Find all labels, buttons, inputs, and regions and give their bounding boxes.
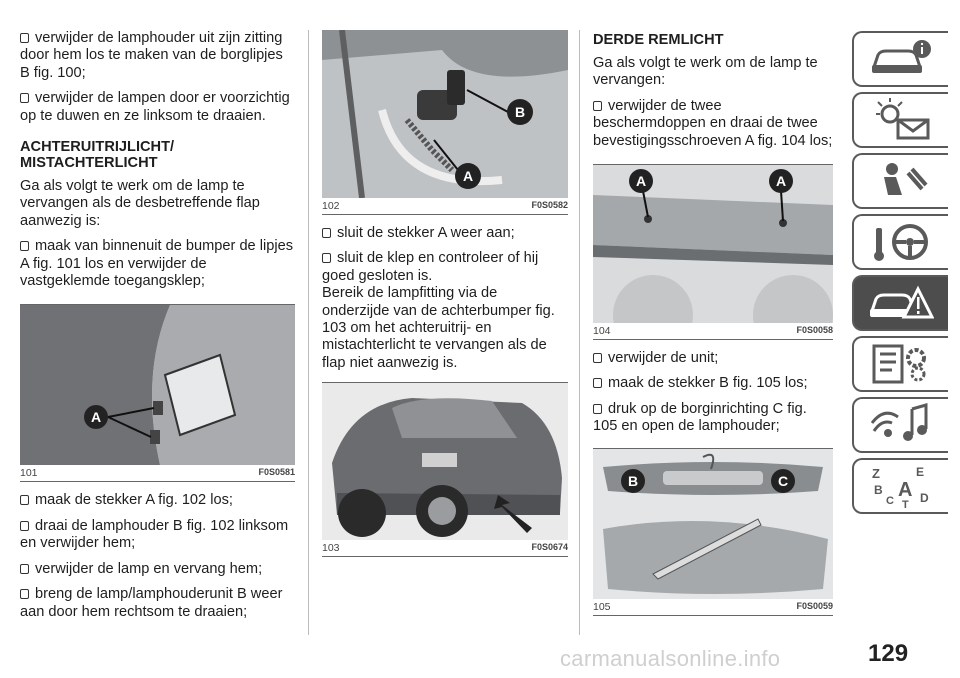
callout-a: A [90,409,102,426]
instruction-text: sluit de klep en controleer of hij goed gesloten is. [322,250,539,284]
figure-102 [322,30,568,198]
svg-text:C: C [886,495,894,507]
figure-103-illustration [322,383,568,540]
checkbox-bullet-icon [20,521,29,531]
tab-warning-lights[interactable] [852,92,948,148]
figure-105 [593,448,833,599]
checkbox-bullet-icon [20,589,29,599]
callout-b: B [627,472,639,489]
page-number: 129 [868,640,909,667]
figure-103 [322,382,568,540]
chapter-tabs [852,31,948,519]
multimedia-icon [868,403,934,447]
callout-a: A [462,168,474,184]
tab-maintenance[interactable] [852,336,948,392]
column-divider [308,30,309,635]
instruction-text: sluit de stekker A weer aan; [337,225,515,241]
column-2 [322,30,568,567]
svg-text:A: A [898,479,913,501]
instruction-text: maak de stekker A fig. 102 los; [35,492,233,509]
tab-index[interactable] [852,458,948,514]
section-heading: ACHTERUITRIJLICHT/ MISTACHTERLICHT [20,139,175,172]
figure-101-caption: 101 F0S0581 [20,465,295,482]
tab-emergency[interactable] [852,275,948,331]
tab-car-info[interactable] [852,31,948,87]
instruction-text: verwijder de lamp en vervang hem; [35,560,263,577]
svg-text:T: T [902,499,909,508]
checkbox-bullet-icon [322,253,331,263]
instruction-text: breng de lamp/lamphouderunit B weer aan door hem rechtsom te draaien; [20,586,283,620]
index-icon [868,464,934,508]
callout-c: C [777,472,789,489]
checkbox-bullet-icon [593,101,602,111]
column-3 [593,30,833,626]
checkbox-bullet-icon [20,241,29,251]
tab-multimedia[interactable] [852,397,948,453]
callout-a: A [775,173,787,190]
checkbox-bullet-icon [593,353,602,363]
figure-105-caption: 105 F0S0059 [593,599,833,616]
seat-airbag-icon [868,159,934,203]
checkbox-bullet-icon [20,495,29,505]
steering-key-icon [868,220,934,264]
svg-text:D: D [920,491,929,505]
figure-101 [20,304,295,465]
maintenance-icon [868,342,934,386]
instruction-text: maak van binnenuit de bumper de lipjes A fig. 101 los en verwijder de vastgeklemde toegangsklep; [20,238,293,290]
column-1 [20,30,295,629]
instruction-text: maak de stekker B fig. 105 los; [608,375,808,392]
svg-text:Z: Z [872,466,880,481]
tab-starting-driving[interactable] [852,214,948,270]
instruction-text: verwijder de unit; [608,350,719,367]
section-intro: Ga als volgt te werk om de lamp te vervangen als de desbetreffende flap aanwezig is: [20,178,260,229]
instruction-text: verwijder de twee beschermdoppen en draai de twee bevestigingsschroeven A fig. 104 los; [593,97,833,149]
warning-lights-icon [868,98,934,142]
section-heading: DERDE REMLICHT [593,32,724,48]
checkbox-bullet-icon [322,228,331,238]
instruction-text: verwijder de lampen door er voorzichtig op te duwen en ze linksom te draaien. [20,90,290,124]
watermark: carmanualsonline.info [560,646,781,671]
checkbox-bullet-icon [20,564,29,574]
figure-103-caption: 103 F0S0674 [322,540,568,557]
instruction-text: druk op de borginrichting C fig. 105 en open de lamphouder; [593,400,807,435]
instruction-text: draai de lamphouder B fig. 102 linksom en verwijder hem; [20,517,289,552]
section-intro: Ga als volgt te werk om de lamp te vervangen: [593,55,818,89]
figure-105-illustration [593,449,833,599]
instruction-text: verwijder de lamphouder uit zijn zitting door hem los te maken van de borglipjes B fig. 100; [20,30,283,81]
figure-102-illustration [322,30,568,198]
figure-104-illustration [593,165,833,323]
checkbox-bullet-icon [593,378,602,388]
figure-102-caption: 102 F0S0582 [322,198,568,215]
callout-b: B [514,104,526,120]
tab-safety[interactable] [852,153,948,209]
paragraph: Bereik de lampfitting via de onderzijde van de achterbumper fig. 103 om het achteruitrij- en mistachterlicht te vervangen als de flap niet aanwezig is. [322,285,555,371]
breakdown-icon [868,281,934,325]
checkbox-bullet-icon [20,33,29,43]
callout-a: A [635,173,647,190]
checkbox-bullet-icon [20,93,29,103]
column-divider [579,30,580,635]
svg-text:E: E [916,465,925,479]
svg-text:B: B [874,483,883,497]
checkbox-bullet-icon [593,404,602,414]
car-info-icon [868,37,934,81]
figure-104-caption: 104 F0S0058 [593,323,833,340]
figure-104 [593,164,833,323]
figure-101-illustration [20,305,295,465]
